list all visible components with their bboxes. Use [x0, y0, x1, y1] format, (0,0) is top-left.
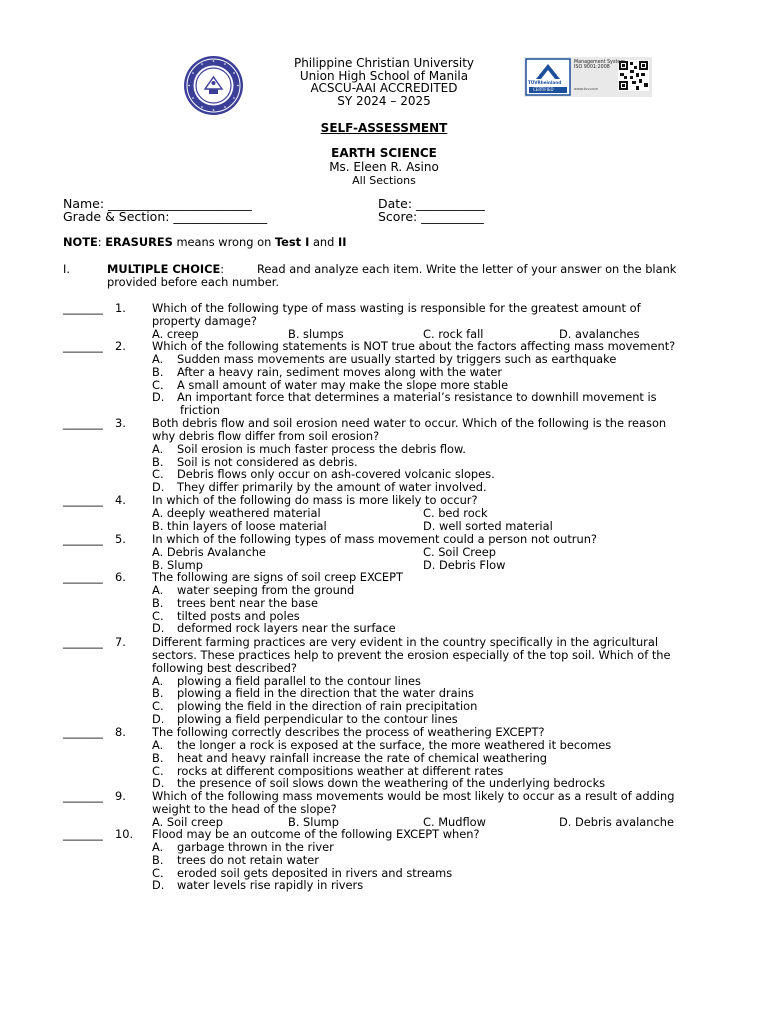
name-field[interactable]: Name: _______________________ — [63, 196, 252, 211]
option-text: Sudden mass movements are usually started by triggers such as earthquake — [177, 351, 617, 366]
school-name: Union High School of Manila — [299, 68, 469, 83]
teacher-name: Ms. Eleen R. Asino — [329, 160, 439, 174]
option-letter: C. — [152, 865, 164, 880]
option-letter: C. — [152, 763, 164, 778]
choice-option: D. Debris avalanche — [559, 814, 674, 829]
option-letter: A. — [152, 582, 164, 597]
option-text: A small amount of water may make the slope more stable — [177, 377, 509, 392]
answer-blank[interactable]: _______ — [63, 301, 103, 315]
choice-option: D. avalanches — [559, 326, 640, 341]
cert-brand: TÜVRheinland — [528, 80, 562, 85]
option-letter: D. — [152, 878, 165, 893]
score-field[interactable]: Score: __________ — [378, 209, 484, 224]
question-stem: In which of the following types of mass movement could a person not outrun? — [152, 532, 597, 546]
option-letter: A. — [152, 441, 164, 456]
option-letter: C. — [152, 467, 164, 482]
question-stem: Which of the following mass movements would be most likely to occur as a result of adding — [152, 789, 675, 803]
option-text: trees bent near the base — [177, 595, 318, 610]
question-number: 5. — [115, 532, 126, 546]
question-stem: The following correctly describes the process of weathering EXCEPT? — [152, 725, 545, 739]
question-number: 6. — [115, 570, 126, 584]
question-stem: Different farming practices are very evident in the country specifically in the agricultural — [152, 635, 658, 649]
question-stem: Which of the following statements is NOT true about the factors affecting mass movement? — [152, 339, 676, 353]
grade-section-field[interactable]: Grade & Section: _______________ — [63, 209, 268, 224]
option-letter: B. — [152, 686, 164, 701]
question-stem: Flood may be an outcome of the following EXCEPT when? — [152, 827, 480, 841]
question-number: 7. — [115, 635, 126, 649]
option-text: plowing a field parallel to the contour lines — [177, 673, 421, 688]
subject-title: EARTH SCIENCE — [331, 146, 437, 160]
option-letter: C. — [152, 377, 164, 392]
option-letter: B. — [152, 364, 164, 379]
option-letter: A. — [152, 737, 164, 752]
answer-blank[interactable]: _______ — [63, 339, 103, 353]
option-letter: B. — [152, 454, 164, 469]
option-text: Debris flows only occur on ash-covered volcanic slopes. — [177, 467, 495, 482]
choice-option: A. Debris Avalanche — [152, 544, 266, 559]
section-numeral: I. — [63, 262, 70, 276]
section-title: MULTIPLE CHOICE — [107, 262, 221, 276]
option-text: tilted posts and poles — [177, 608, 300, 623]
option-text: Soil is not considered as debris. — [177, 454, 358, 469]
option-text: eroded soil gets deposited in rivers and streams — [177, 865, 453, 880]
school-header — [190, 57, 578, 107]
option-letter: B. — [152, 750, 164, 765]
university-name: Philippine Christian University — [293, 56, 475, 70]
option-text: rocks at different compositions weather at different rates — [177, 763, 504, 778]
choice-option: A. deeply weathered material — [152, 505, 321, 520]
option-text: water levels rise rapidly in rivers — [177, 878, 364, 893]
option-letter: D. — [152, 390, 165, 405]
choice-option: B. Slump — [152, 557, 203, 572]
choice-option: B. Slump — [288, 814, 339, 829]
option-text: water seeping from the ground — [177, 582, 355, 597]
choice-option: C. Mudflow — [423, 814, 486, 829]
option-text: the longer a rock is exposed at the surface, the more weathered it becomes — [177, 737, 612, 752]
option-text: trees do not retain water — [177, 852, 319, 867]
choice-option: C. rock fall — [423, 326, 484, 341]
option-letter: D. — [152, 712, 165, 727]
option-text: friction — [180, 403, 220, 418]
choice-option: A. Soil creep — [152, 814, 223, 829]
question-stem: weight to the head of the slope? — [152, 801, 337, 816]
note-line: NOTE: ERASURES means wrong on Test I and II — [63, 235, 347, 249]
option-text: deformed rock layers near the surface — [177, 621, 396, 636]
choice-option: D. Debris Flow — [423, 557, 506, 572]
section-heading: MULTIPLE CHOICE: — [107, 262, 225, 276]
question-stem: sectors. These practices help to prevent the erosion especially of the top soil. Which of the — [152, 647, 671, 662]
answer-blank[interactable]: _______ — [63, 635, 103, 649]
question-stem: following best described? — [152, 660, 297, 675]
cert-label-top: Management System — [574, 60, 626, 65]
option-text: heat and heavy rainfall increase the rate of chemical weathering — [177, 750, 548, 765]
question-number: 3. — [115, 416, 126, 430]
option-text: the presence of soil slows down the weathering of the underlying bedrocks — [177, 776, 606, 791]
document-type: SELF-ASSESSMENT — [320, 121, 448, 135]
section-instruction-cont: provided before each number. — [107, 275, 280, 289]
answer-blank[interactable]: _______ — [63, 493, 103, 507]
answer-blank[interactable]: _______ — [63, 789, 103, 803]
option-text: An important force that determines a material’s resistance to downhill movement is — [177, 390, 657, 405]
option-letter: A. — [152, 673, 164, 688]
question-stem: property damage? — [152, 313, 257, 328]
option-letter: D. — [152, 776, 165, 791]
date-field[interactable]: Date: ___________ — [378, 196, 485, 211]
option-text: plowing a field in the direction that the water drains — [177, 686, 474, 701]
choice-option: C. Soil Creep — [423, 544, 496, 559]
note-erasures: ERASURES — [105, 235, 173, 249]
answer-blank[interactable]: _______ — [63, 416, 103, 430]
option-letter: D. — [152, 621, 165, 636]
question-number: 4. — [115, 493, 126, 507]
accreditation: ACSCU-AAI ACCREDITED — [310, 81, 458, 96]
question-number: 10. — [115, 827, 134, 841]
question-stem: Which of the following type of mass wasting is responsible for the greatest amount of — [152, 301, 641, 315]
school-year: SY 2024 – 2025 — [337, 93, 431, 108]
choice-option: D. well sorted material — [423, 518, 553, 533]
choice-option: A. creep — [152, 326, 199, 341]
note-label: NOTE — [63, 235, 98, 249]
option-text: plowing a field perpendicular to the contour lines — [177, 712, 458, 727]
section-instruction: Read and analyze each item. Write the letter of your answer on the blank — [257, 262, 677, 276]
question-stem: The following are signs of soil creep EXCEPT — [152, 570, 403, 584]
option-letter: C. — [152, 699, 164, 714]
option-letter: B. — [152, 595, 164, 610]
answer-blank[interactable]: _______ — [63, 570, 103, 584]
question-stem: why debris flow differ from soil erosion? — [152, 428, 380, 443]
question-number: 2. — [115, 339, 126, 353]
choice-option: B. thin layers of loose material — [152, 518, 327, 533]
question-stem: In which of the following do mass is more likely to occur? — [152, 493, 478, 507]
answer-blank[interactable]: _______ — [63, 827, 103, 841]
cert-standard: ISO 9001:2008 — [574, 65, 610, 71]
question-stem: Both debris flow and soil erosion need water to occur. Which of the following is the reason — [152, 416, 667, 430]
option-letter: A. — [152, 351, 164, 366]
option-text: garbage thrown in the river — [177, 839, 334, 854]
sections-label: All Sections — [352, 174, 416, 187]
cert-footer: www.tuv.com — [574, 87, 598, 91]
question-number: 8. — [115, 725, 126, 739]
question-number: 9. — [115, 789, 126, 803]
option-letter: D. — [152, 480, 165, 495]
option-letter: B. — [152, 852, 164, 867]
choice-option: B. slumps — [288, 326, 344, 341]
option-text: plowing the field in the direction of rain precipitation — [177, 699, 478, 714]
option-letter: A. — [152, 839, 164, 854]
choice-option: C. bed rock — [423, 505, 488, 520]
answer-blank[interactable]: _______ — [63, 725, 103, 739]
option-text: After a heavy rain, sediment moves along with the water — [177, 364, 503, 379]
answer-blank[interactable]: _______ — [63, 532, 103, 546]
option-text: They differ primarily by the amount of water involved. — [177, 480, 487, 495]
option-letter: C. — [152, 608, 164, 623]
cert-status: CERTIFIED — [533, 87, 554, 92]
question-number: 1. — [115, 301, 126, 315]
option-text: Soil erosion is much faster process the debris flow. — [177, 441, 466, 456]
